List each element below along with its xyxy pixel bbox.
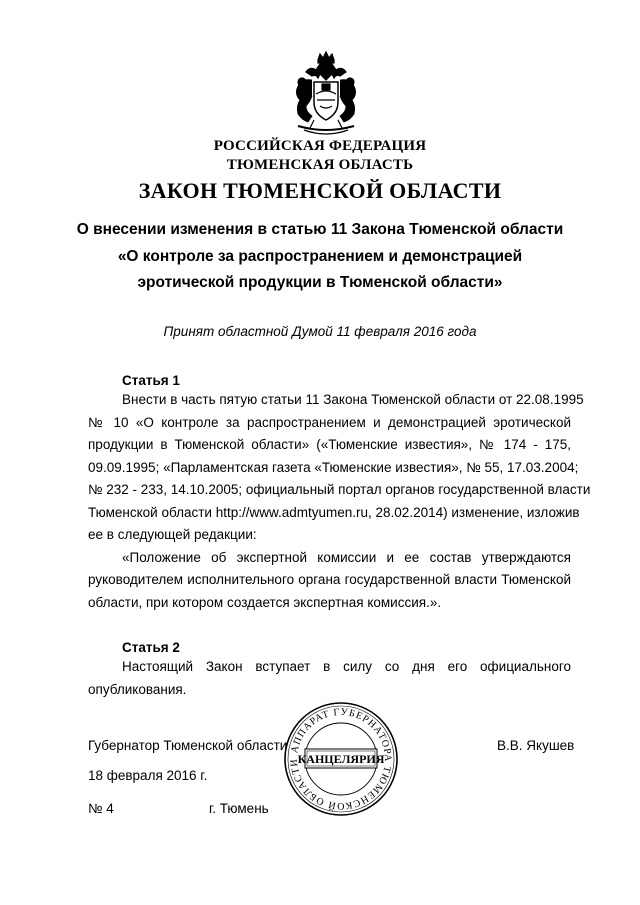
governor-title: Губернатор Тюменской области <box>88 738 288 753</box>
article-1-quote-line: руководителем исполнительного органа государственной власти Тюменской <box>88 572 571 587</box>
adoption-note: Принят областной Думой 11 февраля 2016 года <box>163 324 477 339</box>
article-2-body <box>88 656 571 701</box>
signing-city: г. Тюмень <box>209 801 269 816</box>
article-1-body <box>88 389 591 614</box>
governor-name: В.В. Якушев <box>497 738 575 753</box>
article-1-line: ее в следующей редакции: <box>88 527 257 542</box>
law-subtitle-line: эротической продукции в Тюменской области» <box>137 274 503 291</box>
article-1-quote-line: области, при котором создается экспертная комиссия.». <box>88 594 442 610</box>
article-1-line: 09.09.1995; «Парламентская газета «Тюменские известия», № 55, 17.03.2004; <box>88 459 579 475</box>
law-number: № 4 <box>88 801 114 816</box>
stamp-ring-text: АППАРАТ ГУБЕРНАТОРА ТЮМЕНСКОЙ ОБЛАСТИ <box>288 706 394 812</box>
article-1-line: Тюменской области http://www.admtyumen.ru, 28.02.2014) изменение, изложив <box>88 504 580 520</box>
article-2-line: Настоящий Закон вступает в силу со дня его официального <box>122 659 571 674</box>
article-1-line: продукции в Тюменской области» («Тюменские известия», № 174 - 175, <box>88 437 571 452</box>
article-1-line: Внести в часть пятую статьи 11 Закона Тюменской области от 22.08.1995 <box>122 392 584 407</box>
header-region: ТЮМЕНСКАЯ ОБЛАСТЬ <box>226 157 414 173</box>
law-subtitle-line: «О контроле за распространением и демонстрацией <box>117 248 523 265</box>
law-subtitle-line: О внесении изменения в статью 11 Закона Тюменской области <box>76 221 564 238</box>
stamp-center-text: КАНЦЕЛЯРИЯ <box>297 752 385 766</box>
article-2-line: опубликования. <box>88 681 187 697</box>
article-1-line: № 232 - 233, 14.10.2005; официальный портал органов государственной власти <box>88 482 591 497</box>
article-1-line: № 10 «О контроле за распространением и демонстрацией эротической <box>88 414 571 430</box>
header-country: РОССИЙСКАЯ ФЕДЕРАЦИЯ <box>213 138 427 154</box>
signing-date: 18 февраля 2016 г. <box>88 768 208 783</box>
coat-of-arms-emblem <box>284 50 368 138</box>
article-1-heading: Статья 1 <box>122 373 180 388</box>
official-stamp <box>282 700 400 818</box>
article-2-heading: Статья 2 <box>122 640 180 655</box>
article-1-quote-line: «Положение об экспертной комиссии и ее состав утверждаются <box>122 549 571 565</box>
law-title: ЗАКОН ТЮМЕНСКОЙ ОБЛАСТИ <box>138 178 502 203</box>
